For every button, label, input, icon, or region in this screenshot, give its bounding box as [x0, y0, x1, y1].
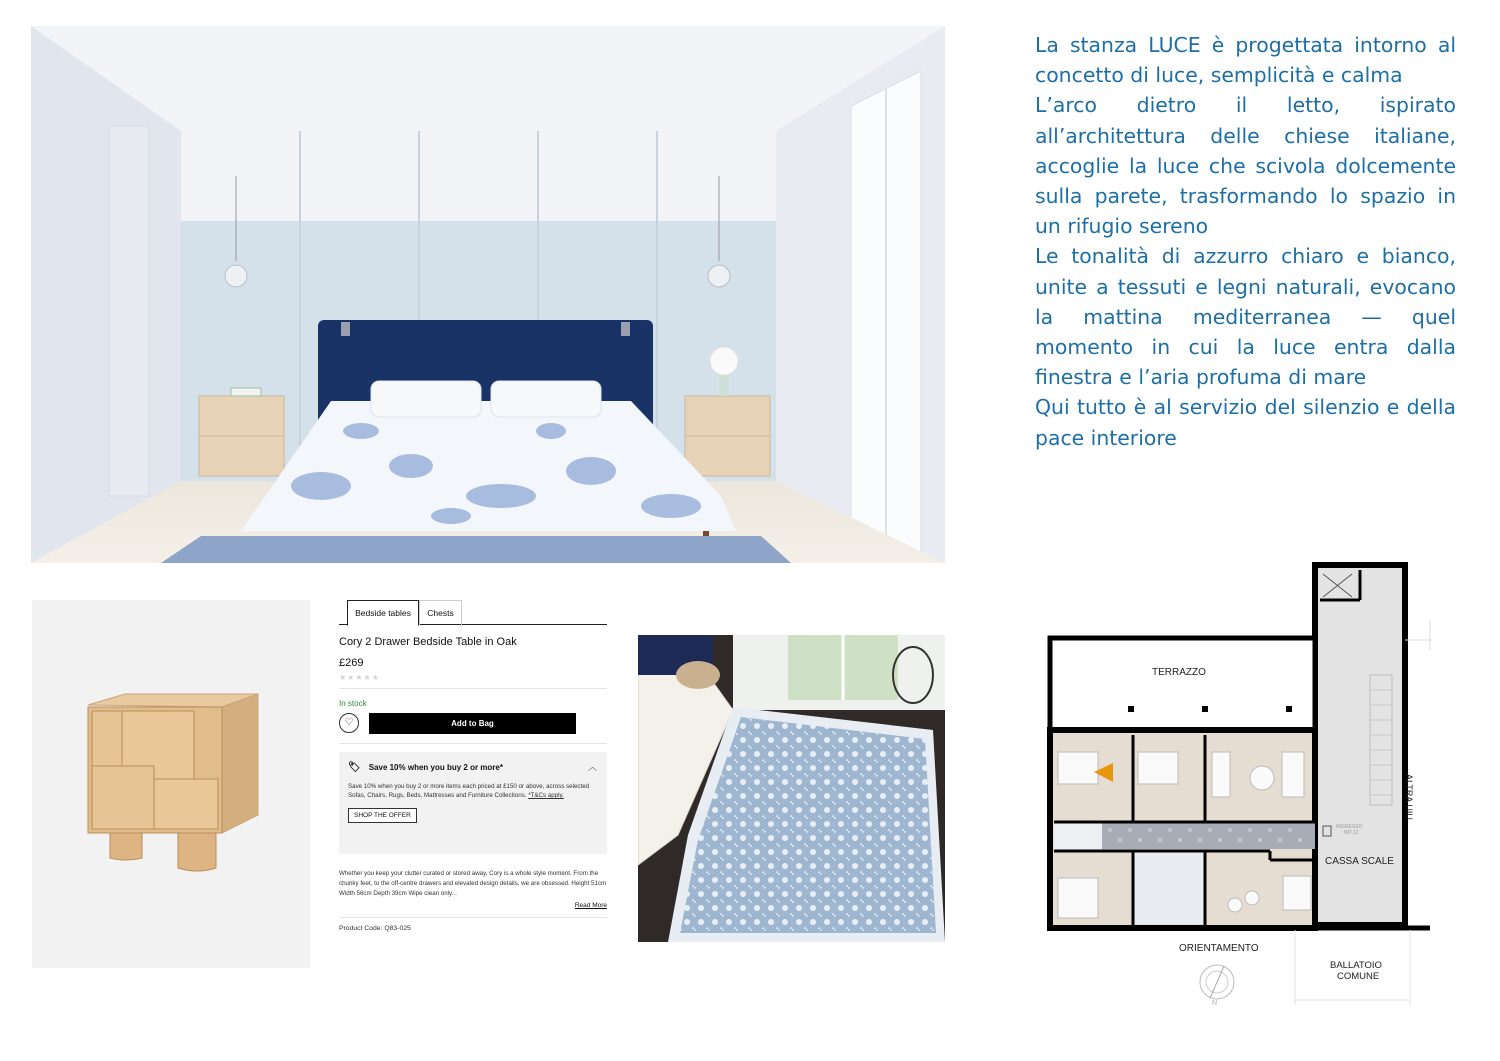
product-title: Cory 2 Drawer Bedside Table in Oak — [339, 636, 517, 648]
terrazzo-label: TERRAZZO — [1152, 667, 1206, 678]
orientamento-label: ORIENTAMENTO — [1179, 943, 1259, 954]
price-tag-icon: 🏷 — [348, 762, 361, 773]
cassa-scale-label: CASSA SCALE — [1325, 856, 1394, 867]
bedside-table-product-image — [32, 600, 310, 968]
tab-chests[interactable]: Chests — [419, 600, 462, 625]
comune-label: COMUNE — [1337, 971, 1380, 982]
divider — [339, 743, 607, 744]
add-to-bag-row — [339, 712, 607, 734]
description-paragraph: Qui tutto è al servizio del silenzio e della pace interiore — [1035, 395, 1456, 450]
offer-body — [348, 782, 598, 801]
product-price: £269 — [339, 657, 364, 669]
ingresso-label: INGRESSO — [1336, 824, 1363, 830]
description-paragraph: Le tonalità di azzurro chiaro e bianco, unite a tessuti e legni naturali, evocano la mattina mediterranea — quel momento in cui la luce entra dalla finestra e l’aria profuma di mare — [1035, 244, 1456, 390]
product-code: Product Code: Q83-025 — [339, 917, 607, 932]
description-paragraph: L’arco dietro il letto, ispirato all’architettura delle chiese italiane, accoglie la luce che scivola dolcemente sulla parete, trasformando lo spazio in un rifugio sereno — [1035, 93, 1456, 239]
divider — [339, 688, 607, 689]
read-more-link[interactable]: Read More — [574, 902, 607, 909]
description-paragraph: La stanza LUCE è progettata intorno al concetto di luce, semplicità e calma — [1035, 33, 1456, 88]
rug-image — [638, 635, 945, 942]
altra-uiu-label: ALTRA UIU — [1404, 774, 1414, 820]
wishlist-heart-icon[interactable]: ♡ — [339, 713, 359, 733]
stock-status: In stock — [339, 699, 367, 708]
offer-body-text: Save 10% when you buy 2 or more items each priced at £150 or above, across selected Sofas, Chairs, Rugs, Beds, Mattresses and Furniture Collections. — [348, 783, 590, 800]
north-label: N — [1212, 1000, 1218, 1007]
offer-box — [339, 752, 607, 854]
product-tabs — [339, 598, 607, 625]
room-description — [1035, 30, 1456, 453]
chevron-up-icon[interactable]: ︿ — [587, 762, 597, 772]
ballatoio-label: BALLATOIO — [1330, 960, 1382, 971]
shop-offer-button[interactable]: SHOP THE OFFER — [348, 808, 417, 823]
tab-bedside-tables[interactable]: Bedside tables — [347, 600, 419, 626]
offer-title: Save 10% when you buy 2 or more* — [368, 763, 503, 772]
product-panel — [339, 598, 607, 932]
product-description: Whether you keep your clutter curated or stored away, Cory is a whole style moment. From the chunky feet, to the off-centre drawers and elevated design details, we are obsessed. Height 51cm Width 56cm Depth 39cm Wipe clean only... — [339, 870, 607, 897]
add-to-bag-button[interactable]: Add to Bag — [369, 713, 576, 734]
bedroom-render-image — [31, 26, 945, 563]
ingresso-number: INT.12 — [1344, 830, 1359, 836]
terms-link[interactable]: *T&Cs apply. — [528, 792, 564, 800]
offer-header — [348, 762, 598, 773]
rating-stars[interactable]: ★★★★★ — [339, 673, 380, 682]
